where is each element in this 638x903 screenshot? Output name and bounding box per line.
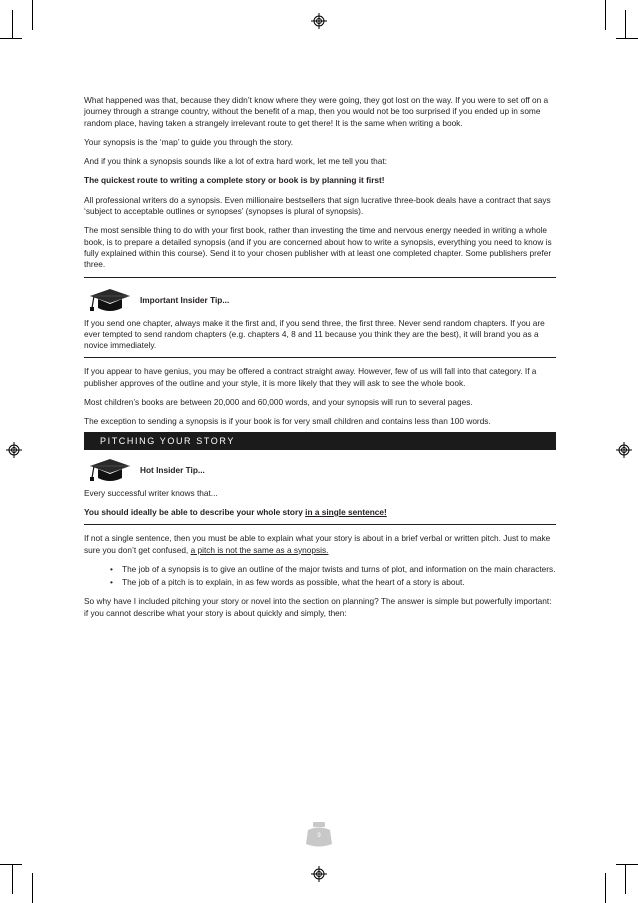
crop-mark (0, 864, 22, 865)
bold-text: You should ideally be able to describe your whole story (84, 506, 306, 517)
paragraph: Most children’s books are between 20,000 and 60,000 words, and your synopsis will run to several pages. (84, 397, 473, 408)
divider (84, 277, 556, 278)
paragraph: All professional writers do a synopsis. Even millionaire bestsellers that sign lucrative three-book deals have a contract that says ‘subject to acceptable outlines or synopses’ (synopses is plural of synopsis). (84, 194, 551, 217)
crop-mark (616, 38, 638, 39)
paragraph-text: If not a single sentence, then you must be able to explain what your story is about in a brief verbal or written pitch. Just to make sure you don’t get confused, (84, 533, 551, 555)
tip-label: Important Insider Tip... (140, 294, 230, 305)
bullet-icon: • (110, 563, 113, 574)
crop-mark (32, 0, 33, 30)
crop-mark (12, 10, 13, 38)
paragraph: The exception to sending a synopsis is if your book is for very small children and contains less than 100 words. (84, 416, 491, 427)
list-item-text: The job of a pitch is to explain, in as few words as possible, what the heart of a story is about. (122, 577, 465, 588)
crop-mark (625, 864, 626, 894)
page-number: 9 (317, 833, 321, 839)
crop-mark (605, 0, 606, 30)
crop-mark (12, 864, 13, 894)
tip-label: Hot Insider Tip... (140, 464, 205, 475)
divider (84, 357, 556, 358)
list-item (84, 564, 556, 575)
registration-crosshair-icon (311, 13, 327, 29)
ink-bottle-icon (304, 822, 334, 848)
list-item-text: The job of a synopsis is to give an outline of the major twists and turns of plot, and information on the main characters. (122, 563, 556, 574)
crop-mark (625, 10, 626, 38)
registration-crosshair-icon (6, 442, 22, 458)
paragraph: The most sensible thing to do with your first book, rather than investing the time and nervous energy needed in writing a whole book, is to prepare a detailed synopsis (and if you are concerned about how to write a synopsis, everything you need to know is fully explained within this course). Send it to your chosen publisher with at least one completed chapter. Some publishers prefer three. (84, 225, 552, 270)
tip-header (84, 456, 556, 484)
underlined-text: in a single sentence! (305, 506, 387, 517)
tip-header (84, 286, 556, 314)
crop-mark (0, 38, 22, 39)
registration-crosshair-icon (311, 866, 327, 882)
underlined-text: a pitch is not the same as a synopsis. (190, 544, 329, 555)
bold-statement: The quickest route to writing a complete story or book is by planning it first! (84, 175, 385, 186)
registration-crosshair-icon (616, 442, 632, 458)
paragraph: What happened was that, because they didn’t know where they were going, they got lost on the way. If you were to set off on a journey through a strange country, without the benefit of a map, then you would not be too surprised if you ended up in some random place, having taken a strangely irrelevant route to get there! It is the same when writing a book. (84, 95, 549, 128)
graduation-cap-icon (88, 286, 132, 314)
graduation-cap-icon (88, 456, 132, 484)
crop-mark (605, 873, 606, 903)
page-content (84, 95, 556, 627)
paragraph: Every successful writer knows that... (84, 487, 218, 498)
crop-mark (32, 873, 33, 903)
crop-mark (616, 864, 638, 865)
paragraph: Your synopsis is the ‘map’ to guide you through the story. (84, 136, 294, 147)
bold-statement (84, 507, 556, 518)
paragraph (84, 533, 556, 556)
bullet-list (84, 564, 556, 589)
paragraph: And if you think a synopsis sounds like a lot of extra hard work, let me tell you that: (84, 156, 387, 167)
paragraph: If you send one chapter, always make it the first and, if you send three, the first three. Never send random chapters. If you are ever tempted to send random chapters (e.g. chapters 4, 8 and 11 because you think they are the best), it will brand you as a novice immediately. (84, 317, 545, 351)
paragraph: So why have I included pitching your story or novel into the section on planning? The answer is simple but powerfully important: if you cannot describe what your story is about quickly and simply, then: (84, 596, 552, 618)
paragraph: If you appear to have genius, you may be offered a contract straight away. However, few of us will fall into that category. If a publisher approves of the outline and your style, it is more likely that they will ask to see the whole book. (84, 366, 537, 388)
bullet-icon: • (110, 577, 113, 588)
list-item (84, 577, 556, 588)
section-heading: PITCHING YOUR STORY (84, 432, 556, 450)
divider (84, 524, 556, 525)
